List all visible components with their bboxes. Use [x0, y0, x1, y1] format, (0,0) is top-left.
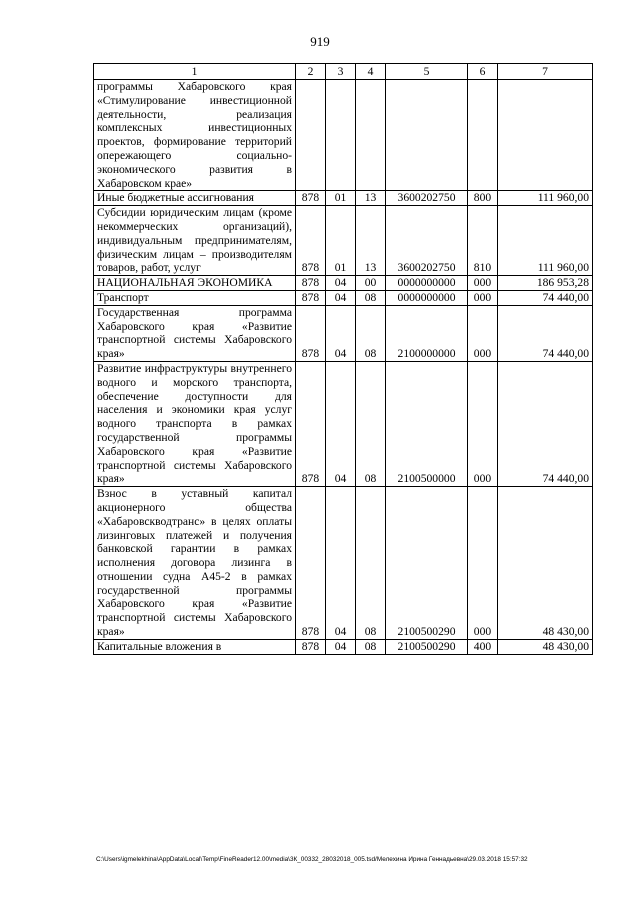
row-name: программы Хабаровского края «Стимулирование инвестиционной деятельности, реализация комплексных инвестиционных проектов, формирование территорий опережающего социально-экономического развития в Хабаровском крае» — [94, 80, 296, 191]
row-subsection — [356, 80, 386, 191]
row-expense-type: 000 — [468, 276, 498, 291]
row-admin-code: 878 — [296, 206, 326, 276]
row-subsection: 08 — [356, 305, 386, 361]
row-amount — [498, 80, 593, 191]
row-admin-code: 878 — [296, 305, 326, 361]
row-section: 04 — [326, 276, 356, 291]
row-admin-code: 878 — [296, 191, 326, 206]
row-target-article: 0000000000 — [386, 290, 468, 305]
table-body — [94, 80, 593, 655]
row-subsection: 08 — [356, 639, 386, 654]
table-row — [94, 305, 593, 361]
row-amount: 74 440,00 — [498, 305, 593, 361]
row-target-article: 2100000000 — [386, 305, 468, 361]
row-subsection: 00 — [356, 276, 386, 291]
row-expense-type: 810 — [468, 206, 498, 276]
row-section: 04 — [326, 639, 356, 654]
table-row — [94, 276, 593, 291]
table-row — [94, 487, 593, 640]
row-admin-code: 878 — [296, 276, 326, 291]
header-cell-3: 3 — [326, 64, 356, 80]
row-target-article: 2100500290 — [386, 639, 468, 654]
row-expense-type: 000 — [468, 487, 498, 640]
row-amount: 48 430,00 — [498, 639, 593, 654]
row-amount: 74 440,00 — [498, 290, 593, 305]
row-admin-code: 878 — [296, 639, 326, 654]
header-cell-1: 1 — [94, 64, 296, 80]
row-expense-type: 000 — [468, 361, 498, 486]
row-expense-type — [468, 80, 498, 191]
budget-table — [93, 63, 593, 655]
row-name: Государственная программа Хабаровского края «Развитие транспортной системы Хабаровского края» — [94, 305, 296, 361]
header-row — [94, 64, 593, 80]
row-name: Развитие инфраструктуры внутреннего водного и морского транспорта, обеспечение доступности для населения и экономики края услуг водного транспорта в рамках государственной программы Хабаровского края «Развитие транспортной системы Хабаровского края» — [94, 361, 296, 486]
row-subsection: 08 — [356, 361, 386, 486]
row-name: Иные бюджетные ассигнования — [94, 191, 296, 206]
row-target-article: 0000000000 — [386, 276, 468, 291]
row-amount: 111 960,00 — [498, 206, 593, 276]
row-name: НАЦИОНАЛЬНАЯ ЭКОНОМИКА — [94, 276, 296, 291]
row-amount: 48 430,00 — [498, 487, 593, 640]
header-cell-6: 6 — [468, 64, 498, 80]
row-target-article: 3600202750 — [386, 206, 468, 276]
file-path-footer: C:\Users\igmelekhina\AppData\Local\Temp\FineReader12.00\media\3К_00332_28032018_005.tsd/Мелехина Ирина Геннадьевна\29.03.2018 15:57:32 — [96, 856, 528, 863]
row-target-article: 2100500000 — [386, 361, 468, 486]
row-section: 01 — [326, 191, 356, 206]
row-section: 01 — [326, 206, 356, 276]
row-expense-type: 800 — [468, 191, 498, 206]
row-admin-code: 878 — [296, 290, 326, 305]
table-row — [94, 191, 593, 206]
row-target-article: 2100500290 — [386, 487, 468, 640]
header-cell-5: 5 — [386, 64, 468, 80]
row-section: 04 — [326, 487, 356, 640]
row-section — [326, 80, 356, 191]
row-expense-type: 000 — [468, 290, 498, 305]
row-subsection: 13 — [356, 206, 386, 276]
row-amount: 74 440,00 — [498, 361, 593, 486]
row-expense-type: 000 — [468, 305, 498, 361]
row-expense-type: 400 — [468, 639, 498, 654]
table-row — [94, 639, 593, 654]
table-row — [94, 80, 593, 191]
row-name: Транспорт — [94, 290, 296, 305]
row-target-article — [386, 80, 468, 191]
row-section: 04 — [326, 305, 356, 361]
row-name: Субсидии юридическим лицам (кроме некоммерческих организаций), индивидуальным предпринимателям, физическим лицам – производителям товаров, работ, услуг — [94, 206, 296, 276]
row-subsection: 13 — [356, 191, 386, 206]
row-subsection: 08 — [356, 290, 386, 305]
header-cell-4: 4 — [356, 64, 386, 80]
row-name: Взнос в уставный капитал акционерного общества «Хабаровскводтранс» в целях оплаты лизинговых платежей и получения банковской гарантии в рамках исполнения договора лизинга в отношении судна А45-2 в рамках государственной программы Хабаровского края «Развитие транспортной системы Хабаровского края» — [94, 487, 296, 640]
header-cell-7: 7 — [498, 64, 593, 80]
table-row — [94, 206, 593, 276]
row-admin-code: 878 — [296, 361, 326, 486]
row-amount: 186 953,28 — [498, 276, 593, 291]
table-row — [94, 361, 593, 486]
page-number: 919 — [310, 34, 330, 49]
row-admin-code — [296, 80, 326, 191]
row-amount: 111 960,00 — [498, 191, 593, 206]
row-section: 04 — [326, 290, 356, 305]
header-cell-2: 2 — [296, 64, 326, 80]
row-name: Капитальные вложения в — [94, 639, 296, 654]
table-row — [94, 290, 593, 305]
row-subsection: 08 — [356, 487, 386, 640]
row-target-article: 3600202750 — [386, 191, 468, 206]
row-admin-code: 878 — [296, 487, 326, 640]
row-section: 04 — [326, 361, 356, 486]
